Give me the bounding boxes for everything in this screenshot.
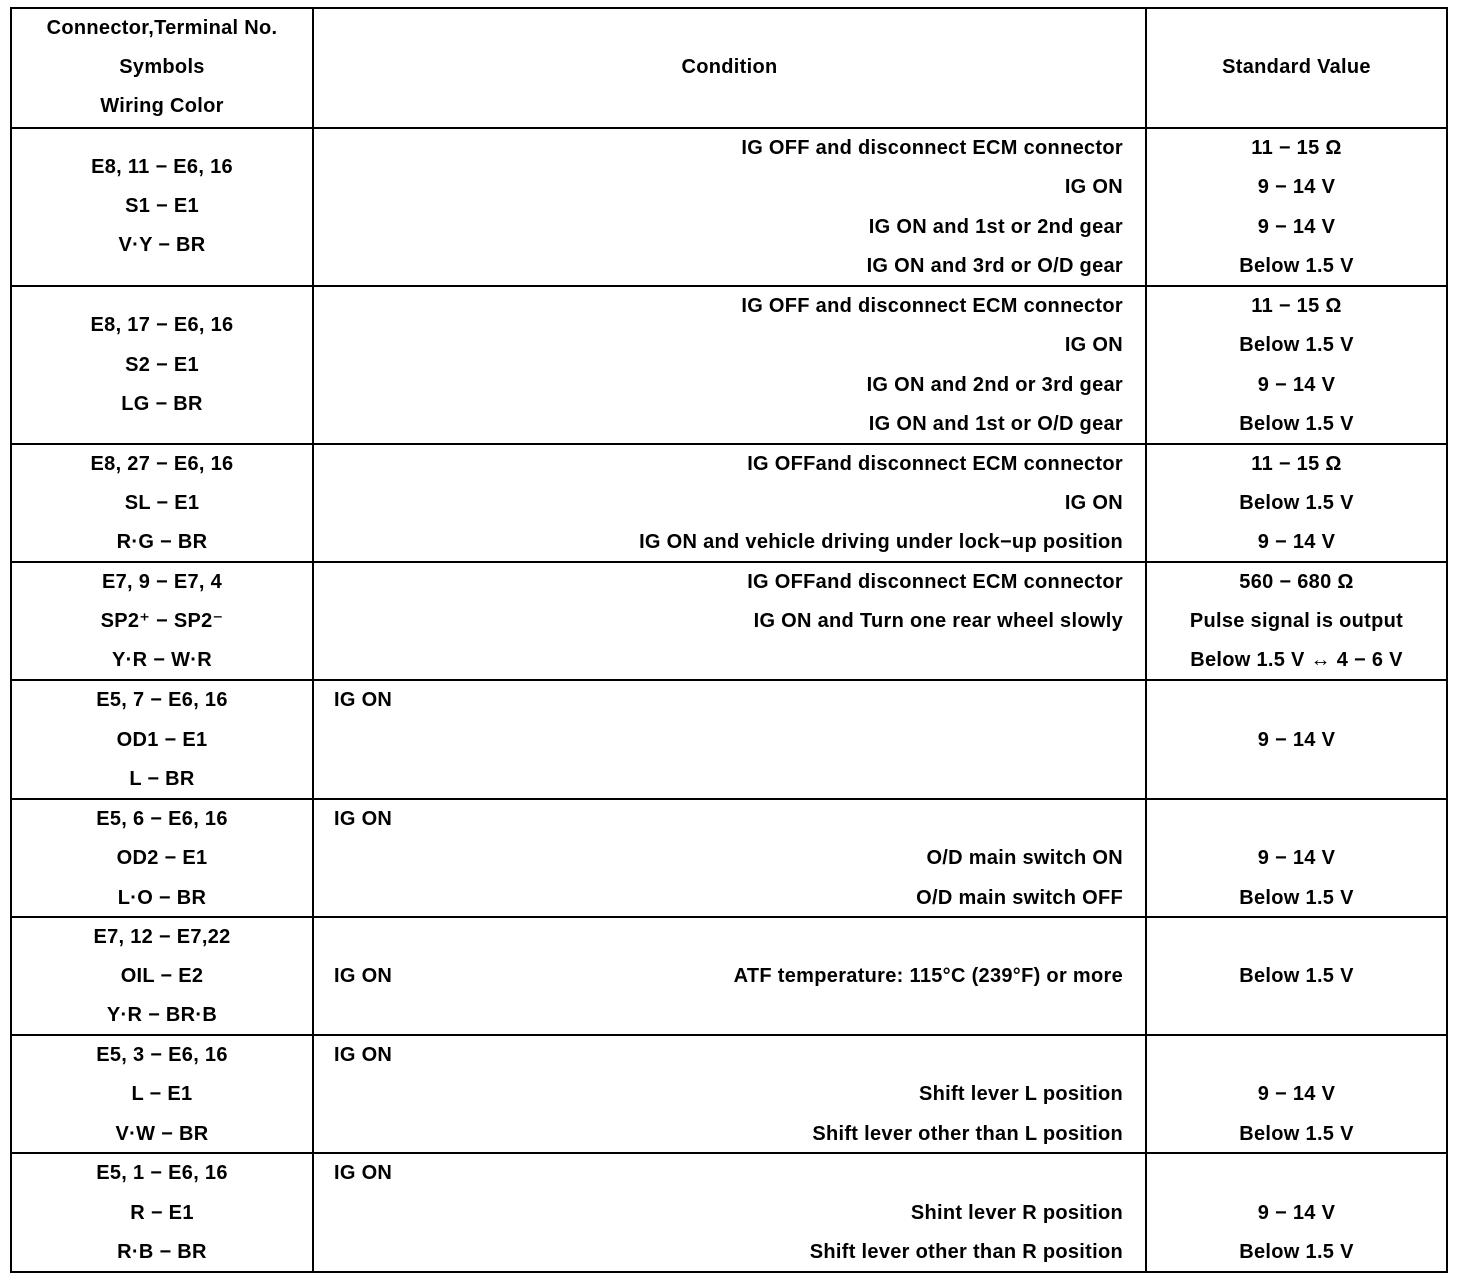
- terminal-cell: [12, 563, 314, 679]
- value-cell: [1147, 445, 1446, 561]
- value-line: Below 1.5 V: [1239, 1123, 1354, 1145]
- value-line: Below 1.5 V: [1239, 965, 1354, 987]
- value-line: Below 1.5 V: [1239, 334, 1354, 356]
- wiring-line: V·W − BR: [115, 1123, 209, 1145]
- condition-lead: IG ON: [334, 808, 393, 830]
- terminal-cell: [12, 1154, 314, 1271]
- condition-line: Shint lever R position: [910, 1202, 1123, 1224]
- wiring-line: R·B − BR: [117, 1241, 207, 1263]
- condition-cell: [314, 681, 1147, 798]
- terminal-line: E5, 1 − E6, 16: [96, 1162, 228, 1184]
- terminal-line: E7, 12 − E7,22: [93, 926, 231, 948]
- condition-line: Shift lever other than R position: [809, 1241, 1123, 1263]
- condition-cell: [314, 800, 1147, 916]
- value-line: 9 − 14 V: [1257, 531, 1336, 553]
- terminal-line: E8, 11 − E6, 16: [91, 156, 233, 178]
- condition-line: IG ON and vehicle driving under lock−up position: [639, 531, 1123, 553]
- terminal-line: E5, 7 − E6, 16: [96, 689, 228, 711]
- symbol-line: SL − E1: [124, 492, 200, 514]
- value-line: Below 1.5 V: [1239, 1241, 1354, 1263]
- value-line: 9 − 14 V: [1257, 1083, 1336, 1105]
- table-row: [12, 285, 1446, 443]
- value-line: 560 − 680 Ω: [1239, 571, 1354, 593]
- wiring-line: L·O − BR: [117, 887, 207, 909]
- condition-cell: [314, 129, 1147, 285]
- header-condition-cell: [314, 9, 1147, 127]
- value-cell: [1147, 1036, 1446, 1152]
- header-terminal-cell: [12, 9, 314, 127]
- terminal-line: E7, 9 − E7, 4: [101, 571, 223, 593]
- wiring-line: Y·R − BR·B: [106, 1004, 218, 1026]
- value-cell: [1147, 563, 1446, 679]
- table-row: [12, 561, 1446, 679]
- condition-line: IG ON and 2nd or 3rd gear: [866, 374, 1123, 396]
- condition-line: IG OFF and disconnect ECM connector: [741, 295, 1123, 317]
- condition-cell: [314, 287, 1147, 443]
- symbol-line: OD1 − E1: [116, 729, 208, 751]
- value-cell: [1147, 800, 1446, 916]
- condition-line: IG ON and Turn one rear wheel slowly: [753, 610, 1123, 632]
- condition-lead: IG ON: [334, 965, 393, 987]
- symbol-line: S1 − E1: [125, 195, 199, 217]
- terminal-line: E8, 17 − E6, 16: [90, 314, 234, 336]
- value-line: Below 1.5 V ↔ 4 − 6 V: [1190, 649, 1403, 671]
- condition-line: O/D main switch ON: [926, 847, 1123, 869]
- header-symbols-label: Symbols: [119, 56, 205, 78]
- value-cell: [1147, 1154, 1446, 1271]
- table-row: [12, 916, 1446, 1034]
- terminal-inspection-table: [10, 7, 1448, 1273]
- terminal-line: E8, 27 − E6, 16: [90, 453, 234, 475]
- condition-line: IG ON and 1st or 2nd gear: [868, 216, 1123, 238]
- terminal-cell: [12, 1036, 314, 1152]
- value-cell: [1147, 918, 1446, 1034]
- table-header-row: [12, 9, 1446, 127]
- table-row: [12, 443, 1446, 561]
- terminal-cell: [12, 445, 314, 561]
- condition-line: IG OFF and disconnect ECM connector: [741, 137, 1123, 159]
- value-line: 11 − 15 Ω: [1251, 295, 1342, 317]
- value-cell: [1147, 129, 1446, 285]
- value-line: 9 − 14 V: [1257, 847, 1336, 869]
- value-cell: [1147, 287, 1446, 443]
- condition-line: IG ON: [1064, 334, 1123, 356]
- value-line: 11 − 15 Ω: [1251, 453, 1342, 475]
- value-line: Below 1.5 V: [1239, 255, 1354, 277]
- condition-lead: IG ON: [334, 1044, 393, 1066]
- value-line: 9 − 14 V: [1257, 216, 1336, 238]
- value-line: 11 − 15 Ω: [1251, 137, 1342, 159]
- condition-line: ATF temperature: 115°C (239°F) or more: [733, 965, 1123, 987]
- condition-line: Shift lever L position: [918, 1083, 1123, 1105]
- header-condition-label: Condition: [681, 56, 778, 78]
- table-row: [12, 1152, 1446, 1271]
- value-line: 9 − 14 V: [1257, 176, 1336, 198]
- table-row: [12, 127, 1446, 285]
- symbol-line: OD2 − E1: [116, 847, 208, 869]
- wiring-line: V·Y − BR: [118, 234, 206, 256]
- symbol-line: OIL − E2: [120, 965, 204, 987]
- terminal-line: E5, 3 − E6, 16: [96, 1044, 228, 1066]
- terminal-cell: [12, 287, 314, 443]
- table-row: [12, 798, 1446, 916]
- symbol-line: SP2⁺ − SP2⁻: [100, 610, 224, 632]
- symbol-line: S2 − E1: [125, 354, 199, 376]
- condition-cell: [314, 563, 1147, 679]
- wiring-line: L − BR: [129, 768, 195, 790]
- condition-line: IG ON and 3rd or O/D gear: [866, 255, 1123, 277]
- terminal-cell: [12, 129, 314, 285]
- value-line: Below 1.5 V: [1239, 413, 1354, 435]
- condition-lead: IG ON: [334, 1162, 393, 1184]
- header-terminal-label: Connector,Terminal No.: [46, 17, 278, 39]
- condition-line: IG ON and 1st or O/D gear: [868, 413, 1123, 435]
- condition-line: O/D main switch OFF: [916, 887, 1123, 909]
- condition-cell: [314, 445, 1147, 561]
- wiring-line: R·G − BR: [116, 531, 208, 553]
- condition-line: IG OFFand disconnect ECM connector: [747, 571, 1123, 593]
- condition-lead: IG ON: [334, 689, 393, 711]
- condition-cell: [314, 1154, 1147, 1271]
- condition-cell: [314, 918, 1147, 1034]
- symbol-line: R − E1: [130, 1202, 194, 1224]
- header-wiring-label: Wiring Color: [100, 95, 224, 117]
- symbol-line: L − E1: [131, 1083, 193, 1105]
- terminal-cell: [12, 800, 314, 916]
- wiring-line: LG − BR: [121, 393, 203, 415]
- terminal-cell: [12, 681, 314, 798]
- value-line: Below 1.5 V: [1239, 492, 1354, 514]
- table-row: [12, 679, 1446, 798]
- value-cell: [1147, 681, 1446, 798]
- value-line: 9 − 14 V: [1257, 374, 1336, 396]
- condition-line: IG ON: [1064, 176, 1123, 198]
- terminal-line: E5, 6 − E6, 16: [96, 808, 228, 830]
- condition-line: IG OFFand disconnect ECM connector: [747, 453, 1123, 475]
- value-line: 9 − 14 V: [1257, 1202, 1336, 1224]
- wiring-line: Y·R − W·R: [112, 649, 212, 671]
- header-value-label: Standard Value: [1222, 56, 1371, 78]
- header-value-cell: [1147, 9, 1446, 127]
- table-row: [12, 1034, 1446, 1152]
- value-line: Pulse signal is output: [1189, 610, 1404, 632]
- value-line: Below 1.5 V: [1239, 887, 1354, 909]
- terminal-cell: [12, 918, 314, 1034]
- condition-line: IG ON: [1064, 492, 1123, 514]
- value-line: 9 − 14 V: [1257, 729, 1336, 751]
- condition-line: Shift lever other than L position: [812, 1123, 1123, 1145]
- condition-cell: [314, 1036, 1147, 1152]
